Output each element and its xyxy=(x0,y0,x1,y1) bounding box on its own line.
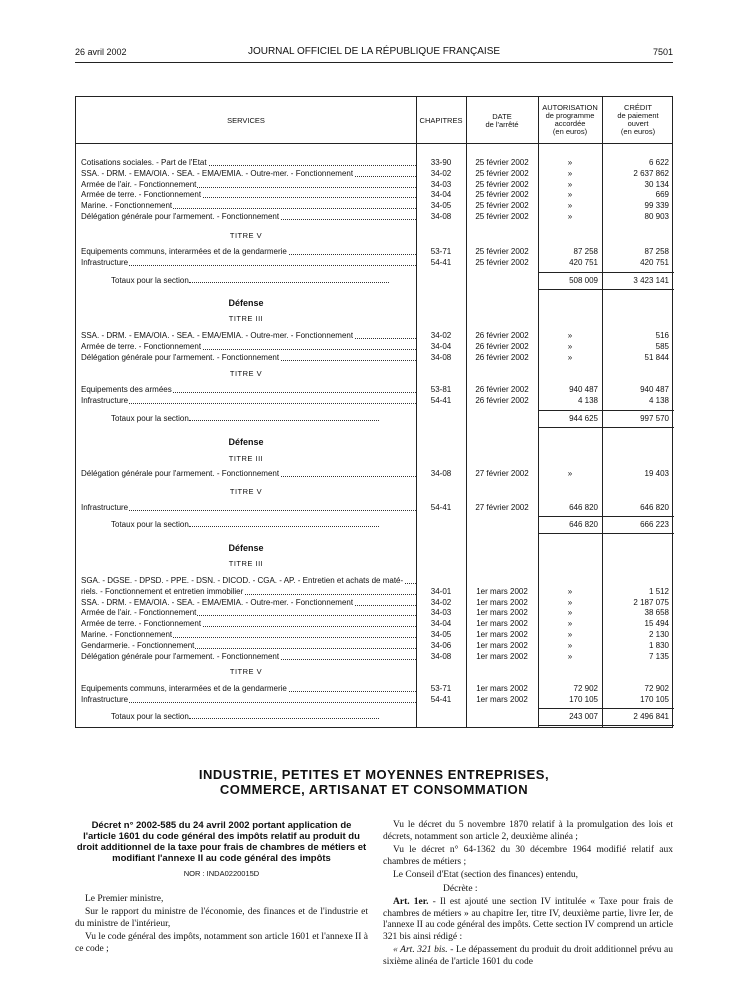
chapter-cell: 54-41 xyxy=(430,503,452,512)
article-text: - Il est ajouté une section IV intitulée « Taxe pour frais de chambres de métiers » au chapitre Ier, titre IV, deuxième partie, livre Ier, de l'annexe II au code général des impôts. Cette section IV comprend un article 321 bis ainsi rédigé : xyxy=(383,897,673,942)
credit-cell: 940 487 xyxy=(640,385,669,394)
credit-cell: 170 105 xyxy=(640,694,669,704)
table-row xyxy=(76,694,674,705)
service-text: Infrastructure xyxy=(81,503,129,512)
chapter-cell: 54-41 xyxy=(430,395,452,405)
service-text: SSA. - DRM. - EMA/OIA. - SEA. - EMA/EMIA. - Outre-mer. - Fonctionnement xyxy=(81,597,354,607)
table-row xyxy=(76,341,674,352)
credit-cell: 19 403 xyxy=(644,469,669,478)
service-text: Infrastructure xyxy=(81,395,129,405)
table-row xyxy=(76,157,674,168)
autorisation-cell: 940 487 xyxy=(569,385,598,394)
date-cell: 25 février 2002 xyxy=(475,190,529,200)
table-row xyxy=(76,468,674,479)
chapter-cell: 34-08 xyxy=(430,469,452,478)
credit-cell: 516 xyxy=(655,331,669,340)
total-autorisation: 508 009 xyxy=(569,276,598,285)
dot-leader xyxy=(81,403,416,404)
credit-cell: 7 135 xyxy=(648,651,669,661)
service-cell xyxy=(81,468,416,479)
article-text: - Le dépassement du produit du droit additionnel prévu au sixième alinéa de l'article 1601 du code xyxy=(383,945,673,967)
journal-title: JOURNAL OFFICIEL DE LA RÉPUBLIQUE FRANÇAISE xyxy=(247,46,501,57)
chapter-cell: 34-08 xyxy=(430,212,452,221)
total-rule xyxy=(538,725,674,726)
service-cell xyxy=(81,384,416,395)
chapter-cell: 34-02 xyxy=(430,331,452,340)
service-text: Equipements des armées xyxy=(81,385,172,394)
dot-leader xyxy=(189,526,379,527)
header-chapitres: CHAPITRES xyxy=(419,116,463,125)
chapter-cell: 53-71 xyxy=(430,684,452,693)
date-cell: 26 février 2002 xyxy=(475,352,529,362)
date-cell: 26 février 2002 xyxy=(475,395,529,405)
section-title: Défense xyxy=(228,543,264,553)
credit-cell: 80 903 xyxy=(644,212,669,221)
service-cell xyxy=(81,189,416,200)
table-row xyxy=(76,683,674,694)
chapter-cell: 33-90 xyxy=(430,158,452,167)
chapter-cell: 34-02 xyxy=(430,597,452,607)
service-cell xyxy=(81,629,416,640)
service-cell xyxy=(81,618,416,629)
table-row xyxy=(76,168,674,179)
dot-leader xyxy=(189,718,379,719)
total-label xyxy=(111,520,379,529)
date-cell: 1er mars 2002 xyxy=(476,597,528,607)
autorisation-cell: 646 820 xyxy=(569,503,598,512)
titre-label: TITRE V xyxy=(229,369,263,378)
total-autorisation: 243 007 xyxy=(569,712,598,721)
credit-cell: 99 339 xyxy=(644,201,669,211)
autorisation-cell: » xyxy=(567,201,573,211)
chapter-cell: 34-01 xyxy=(430,586,452,596)
date-cell: 25 février 2002 xyxy=(475,179,529,189)
table-row xyxy=(76,629,674,640)
chapter-cell: 53-81 xyxy=(430,385,452,394)
autorisation-cell: » xyxy=(567,168,573,178)
article-321-bis xyxy=(383,945,673,968)
chapter-cell: 34-05 xyxy=(430,630,452,639)
ministry-line-1: INDUSTRIE, PETITES ET MOYENNES ENTREPRISES, xyxy=(198,767,550,782)
date-cell: 1er mars 2002 xyxy=(476,619,528,629)
credit-cell: 669 xyxy=(655,190,669,200)
chapter-cell: 34-03 xyxy=(430,179,452,189)
total-credit: 3 423 141 xyxy=(633,276,669,285)
left-column xyxy=(75,820,368,957)
total-label xyxy=(111,712,379,721)
table-row xyxy=(76,246,674,257)
total-autorisation: 944 625 xyxy=(569,414,598,423)
date-cell: 1er mars 2002 xyxy=(476,586,528,596)
credit-cell: 51 844 xyxy=(644,352,669,362)
autorisation-cell: » xyxy=(567,352,573,362)
table-row xyxy=(76,640,674,651)
table-row xyxy=(76,575,674,586)
table-row xyxy=(76,618,674,629)
autorisation-cell: » xyxy=(567,597,573,607)
autorisation-cell: » xyxy=(567,608,573,618)
service-text: Armée de l'air. - Fonctionnement xyxy=(81,179,197,189)
dot-leader xyxy=(81,702,416,703)
total-rule xyxy=(538,708,674,709)
titre-label: TITRE III xyxy=(228,314,264,323)
service-text: Délégation générale pour l'armement. - Fonctionnement xyxy=(81,352,280,362)
table-row xyxy=(76,597,674,608)
total-rule xyxy=(538,289,674,290)
credit-cell: 30 134 xyxy=(644,179,669,189)
service-text: Infrastructure xyxy=(81,257,129,267)
titre-label: TITRE V xyxy=(229,487,263,496)
total-label-text: Totaux pour la section xyxy=(111,276,189,285)
date-cell: 1er mars 2002 xyxy=(476,651,528,661)
paragraph: Le Premier ministre, xyxy=(85,893,164,904)
service-text: SSA. - DRM. - EMA/OIA. - SEA. - EMA/EMIA. - Outre-mer. - Fonctionnement xyxy=(81,331,354,340)
service-cell xyxy=(81,257,416,268)
service-text: Marine. - Fonctionnement xyxy=(81,630,173,639)
credit-cell: 87 258 xyxy=(644,247,669,256)
credit-cell: 1 830 xyxy=(648,640,669,650)
page-number: 7501 xyxy=(652,47,673,57)
dot-leader xyxy=(81,510,416,511)
table-row xyxy=(76,502,674,513)
chapter-cell: 34-08 xyxy=(430,651,452,661)
chapter-cell: 54-41 xyxy=(430,257,452,267)
total-rule xyxy=(538,410,674,411)
table-row xyxy=(76,352,674,363)
chapter-cell: 54-41 xyxy=(430,694,452,704)
credit-cell: 646 820 xyxy=(640,503,669,512)
date-cell: 25 février 2002 xyxy=(475,201,529,211)
date-cell: 26 février 2002 xyxy=(475,341,529,351)
credit-cell: 15 494 xyxy=(644,619,669,629)
total-label-text: Totaux pour la section xyxy=(111,520,189,529)
paragraph: Vu le code général des impôts, notamment son article 1601 et l'annexe II à ce code ; xyxy=(75,932,368,954)
credit-cell: 420 751 xyxy=(640,257,669,267)
credits-table xyxy=(75,96,673,728)
credit-cell: 6 622 xyxy=(648,158,669,167)
total-label xyxy=(111,276,389,285)
header-credit: CRÉDIT de paiement ouvert (en euros) xyxy=(617,103,659,136)
dot-leader xyxy=(189,282,389,283)
date-cell: 25 février 2002 xyxy=(475,158,529,167)
service-cell xyxy=(81,586,416,597)
autorisation-cell: » xyxy=(567,586,573,596)
autorisation-cell: » xyxy=(567,640,573,650)
service-cell xyxy=(81,502,416,513)
service-text: Armée de terre. - Fonctionnement xyxy=(81,619,202,629)
table-row xyxy=(76,200,674,211)
chapter-cell: 34-03 xyxy=(430,608,452,618)
autorisation-cell: » xyxy=(567,331,573,340)
total-label-text: Totaux pour la section xyxy=(111,712,189,721)
date-cell: 25 février 2002 xyxy=(475,257,529,267)
autorisation-cell: 170 105 xyxy=(569,694,598,704)
credit-cell: 72 902 xyxy=(644,684,669,693)
service-cell xyxy=(81,352,416,363)
table-row xyxy=(76,257,674,268)
total-rule xyxy=(538,272,674,273)
chapter-cell: 34-04 xyxy=(430,341,452,351)
service-text: SGA. - DGSE. - DPSD. - PPE. - DSN. - DICOD. - CGA. - AP. - Entretien et achats de maté- xyxy=(81,576,404,585)
autorisation-cell: 420 751 xyxy=(569,257,598,267)
autorisation-cell: » xyxy=(567,179,573,189)
titre-label: TITRE V xyxy=(229,231,263,240)
chapter-cell: 34-06 xyxy=(430,640,452,650)
chapter-cell: 34-08 xyxy=(430,352,452,362)
credit-cell: 2 637 862 xyxy=(633,168,669,178)
autorisation-cell: » xyxy=(567,212,573,221)
autorisation-cell: » xyxy=(567,341,573,351)
chapter-cell: 34-02 xyxy=(430,168,452,178)
service-cell xyxy=(81,651,416,662)
service-cell xyxy=(81,694,416,705)
table-row xyxy=(76,395,674,406)
autorisation-cell: » xyxy=(567,651,573,661)
paragraph: Vu le décret n° 64-1362 du 30 décembre 1964 modifié relatif aux chambres de métiers ; xyxy=(383,845,673,867)
service-text: Armée de terre. - Fonctionnement xyxy=(81,190,202,200)
autorisation-cell: 4 138 xyxy=(577,395,598,405)
header-services: SERVICES xyxy=(227,116,265,125)
date-cell: 27 février 2002 xyxy=(475,503,529,512)
paragraph: Le Conseil d'Etat (section des finances) entendu, xyxy=(393,870,579,880)
total-rule xyxy=(538,427,674,428)
header-date: 26 avril 2002 xyxy=(75,47,127,57)
service-text: Délégation générale pour l'armement. - Fonctionnement xyxy=(81,651,280,661)
service-cell xyxy=(81,575,416,586)
service-cell xyxy=(81,168,416,179)
decree-title: Décret n° 2002-585 du 24 avril 2002 portant application de l'article 1601 du code général des impôts relatif au produit du droit additionnel de la taxe pour frais de chambres de métiers et modifiant l'annexe II au code général des impôts xyxy=(76,820,367,864)
service-cell xyxy=(81,607,416,618)
service-text: Armée de l'air. - Fonctionnement xyxy=(81,608,197,618)
section-title: Défense xyxy=(228,298,264,308)
credit-cell: 2 187 075 xyxy=(633,597,669,607)
titre-label: TITRE III xyxy=(228,454,264,463)
service-text: Délégation générale pour l'armement. - Fonctionnement xyxy=(81,469,280,478)
autorisation-cell: 87 258 xyxy=(573,247,598,256)
service-text: Cotisations sociales. - Part de l'Etat xyxy=(81,158,207,167)
date-cell: 1er mars 2002 xyxy=(476,608,528,618)
nor-reference: NOR : INDA0220015D xyxy=(183,869,260,878)
article-label: « Art. 321 bis. xyxy=(393,945,448,955)
autorisation-cell: » xyxy=(567,190,573,200)
paragraph: Sur le rapport du ministre de l'économie, des finances et de l'industrie et du ministre de l'intérieur, xyxy=(75,907,368,929)
table-row xyxy=(76,179,674,190)
ministry-heading xyxy=(75,767,673,797)
autorisation-cell: » xyxy=(567,469,573,478)
date-cell: 26 février 2002 xyxy=(475,331,529,340)
service-text: SSA. - DRM. - EMA/OIA. - SEA. - EMA/EMIA. - Outre-mer. - Fonctionnement xyxy=(81,168,354,178)
service-cell xyxy=(81,246,416,257)
dot-leader xyxy=(81,265,416,266)
service-cell xyxy=(81,211,416,222)
chapter-cell: 34-04 xyxy=(430,190,452,200)
service-text: Gendarmerie. - Fonctionnement xyxy=(81,640,195,650)
service-text: Infrastructure xyxy=(81,694,129,704)
article-label: Art. 1er. xyxy=(393,897,429,907)
service-cell xyxy=(81,395,416,406)
total-rule xyxy=(538,516,674,517)
service-text: Equipements communs, interarmées et de la gendarmerie xyxy=(81,247,287,256)
date-cell: 26 février 2002 xyxy=(475,385,529,394)
autorisation-cell: » xyxy=(567,158,573,167)
ministry-line-2: COMMERCE, ARTISANAT ET CONSOMMATION xyxy=(219,782,529,797)
date-cell: 1er mars 2002 xyxy=(476,640,528,650)
titre-label: TITRE III xyxy=(228,559,264,568)
header-date: DATE de l'arrêté xyxy=(485,112,519,129)
paragraph: Vu le décret du 5 novembre 1870 relatif à la promulgation des lois et décrets, notamment son article 2, deuxième alinéa ; xyxy=(383,820,673,842)
date-cell: 27 février 2002 xyxy=(475,469,529,478)
service-text: Equipements communs, interarmées et de la gendarmerie xyxy=(81,684,287,693)
total-credit: 2 496 841 xyxy=(633,712,669,721)
date-cell: 25 février 2002 xyxy=(475,168,529,178)
chapter-cell: 53-71 xyxy=(430,247,452,256)
date-cell: 1er mars 2002 xyxy=(476,630,528,639)
total-label-text: Totaux pour la section xyxy=(111,414,189,423)
service-cell xyxy=(81,341,416,352)
header-rule xyxy=(75,62,673,63)
autorisation-cell: » xyxy=(567,619,573,629)
date-cell: 25 février 2002 xyxy=(475,247,529,256)
service-text: Marine. - Fonctionnement xyxy=(81,201,173,211)
table-row xyxy=(76,607,674,618)
service-text: Armée de terre. - Fonctionnement xyxy=(81,341,202,351)
service-cell xyxy=(81,597,416,608)
service-cell xyxy=(81,683,416,694)
table-row xyxy=(76,211,674,222)
article-1 xyxy=(383,897,673,943)
date-cell: 1er mars 2002 xyxy=(476,684,528,693)
table-row xyxy=(76,189,674,200)
chapter-cell: 34-05 xyxy=(430,201,452,211)
service-cell xyxy=(81,157,416,168)
autorisation-cell: » xyxy=(567,630,573,639)
header-rule xyxy=(76,143,672,144)
total-autorisation: 646 820 xyxy=(569,520,598,529)
service-cell xyxy=(81,200,416,211)
service-cell xyxy=(81,640,416,651)
date-cell: 25 février 2002 xyxy=(475,212,529,221)
credit-cell: 1 512 xyxy=(648,586,669,596)
service-text: Délégation générale pour l'armement. - Fonctionnement xyxy=(81,212,280,221)
autorisation-cell: 72 902 xyxy=(573,684,598,693)
service-cell xyxy=(81,330,416,341)
total-credit: 997 570 xyxy=(640,414,669,423)
section-title: Défense xyxy=(228,437,264,447)
service-text: riels. - Fonctionnement et entretien immobilier xyxy=(81,586,244,596)
dot-leader xyxy=(189,420,379,421)
table-row xyxy=(76,330,674,341)
paragraph: Décrète : xyxy=(443,883,478,894)
total-credit: 666 223 xyxy=(640,520,669,529)
credit-cell: 2 130 xyxy=(648,630,669,639)
total-label xyxy=(111,414,379,423)
credit-cell: 4 138 xyxy=(648,395,669,405)
header-autorisation: AUTORISATION de programme accordée (en euros) xyxy=(542,103,598,136)
chapter-cell: 34-04 xyxy=(430,619,452,629)
table-row xyxy=(76,586,674,597)
table-row xyxy=(76,651,674,662)
credit-cell: 38 658 xyxy=(644,608,669,618)
titre-label: TITRE V xyxy=(229,667,263,676)
right-column xyxy=(383,820,673,970)
total-rule xyxy=(538,533,674,534)
table-row xyxy=(76,384,674,395)
date-cell: 1er mars 2002 xyxy=(476,694,528,704)
service-cell xyxy=(81,179,416,190)
credit-cell: 585 xyxy=(655,341,669,351)
